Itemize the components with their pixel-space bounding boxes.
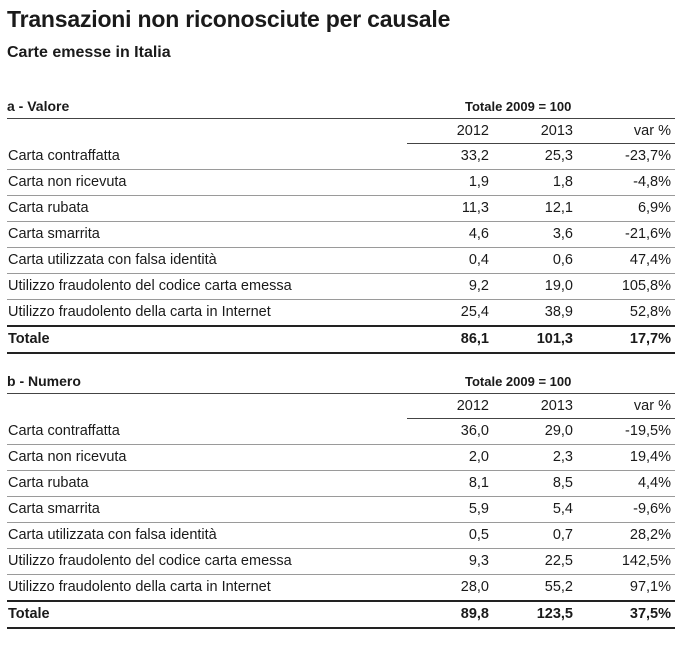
- column-header-2012: 2012: [407, 119, 489, 144]
- value-var: 105,8%: [583, 274, 675, 300]
- value-var: 19,4%: [583, 445, 675, 471]
- row-label: Carta rubata: [7, 471, 407, 497]
- value-var: 28,2%: [583, 523, 675, 549]
- value-2013: 2,3: [489, 445, 583, 471]
- table-row: [7, 144, 675, 170]
- total-row: [7, 326, 675, 353]
- table-row: [7, 196, 675, 222]
- table-row: [7, 222, 675, 248]
- value-2012: 25,4: [407, 300, 489, 327]
- column-header-2013: 2013: [489, 394, 583, 419]
- table-numero: [7, 394, 675, 629]
- value-2013: 38,9: [489, 300, 583, 327]
- value-2012: 9,2: [407, 274, 489, 300]
- value-var: 142,5%: [583, 549, 675, 575]
- value-2012: 9,3: [407, 549, 489, 575]
- value-2012: 28,0: [407, 575, 489, 602]
- table-row: [7, 523, 675, 549]
- row-label: Carta smarrita: [7, 497, 407, 523]
- section-header: [7, 373, 675, 394]
- value-2013: 22,5: [489, 549, 583, 575]
- table-row: [7, 419, 675, 445]
- value-2012: 0,4: [407, 248, 489, 274]
- row-label: Utilizzo fraudolento del codice carta emessa: [7, 274, 407, 300]
- value-var: -21,6%: [583, 222, 675, 248]
- total-2013: 123,5: [489, 601, 583, 628]
- total-label: Totale: [7, 601, 407, 628]
- section-label: a - Valore: [7, 98, 70, 114]
- value-2013: 3,6: [489, 222, 583, 248]
- value-var: 6,9%: [583, 196, 675, 222]
- total-label: Totale: [7, 326, 407, 353]
- value-2013: 12,1: [489, 196, 583, 222]
- value-2013: 8,5: [489, 471, 583, 497]
- value-var: -4,8%: [583, 170, 675, 196]
- section-base-note: Totale 2009 = 100: [465, 99, 572, 114]
- table-header-row: [7, 394, 675, 419]
- table-row: [7, 497, 675, 523]
- value-2012: 4,6: [407, 222, 489, 248]
- column-header-var: var %: [583, 119, 675, 144]
- table-row: [7, 274, 675, 300]
- row-label: Carta rubata: [7, 196, 407, 222]
- row-label: Carta smarrita: [7, 222, 407, 248]
- section-label: b - Numero: [7, 373, 81, 389]
- row-label: Carta contraffatta: [7, 144, 407, 170]
- total-2013: 101,3: [489, 326, 583, 353]
- page-subtitle: Carte emesse in Italia: [7, 44, 171, 61]
- value-2012: 0,5: [407, 523, 489, 549]
- row-label: Carta contraffatta: [7, 419, 407, 445]
- value-var: 52,8%: [583, 300, 675, 327]
- table-row: [7, 300, 675, 327]
- value-2013: 5,4: [489, 497, 583, 523]
- table-row: [7, 170, 675, 196]
- value-2013: 25,3: [489, 144, 583, 170]
- value-2012: 5,9: [407, 497, 489, 523]
- value-2013: 29,0: [489, 419, 583, 445]
- total-row: [7, 601, 675, 628]
- value-var: -19,5%: [583, 419, 675, 445]
- header-blank: [7, 119, 407, 144]
- value-var: 97,1%: [583, 575, 675, 602]
- value-var: 4,4%: [583, 471, 675, 497]
- value-2013: 0,7: [489, 523, 583, 549]
- value-2012: 1,9: [407, 170, 489, 196]
- total-2012: 89,8: [407, 601, 489, 628]
- table-row: [7, 248, 675, 274]
- row-label: Carta utilizzata con falsa identità: [7, 248, 407, 274]
- table-valore: [7, 119, 675, 354]
- row-label: Carta non ricevuta: [7, 170, 407, 196]
- value-2012: 36,0: [407, 419, 489, 445]
- column-header-var: var %: [583, 394, 675, 419]
- total-var: 17,7%: [583, 326, 675, 353]
- value-2013: 1,8: [489, 170, 583, 196]
- table-row: [7, 575, 675, 602]
- total-var: 37,5%: [583, 601, 675, 628]
- row-label: Utilizzo fraudolento della carta in Internet: [7, 300, 407, 327]
- value-var: -9,6%: [583, 497, 675, 523]
- row-label: Utilizzo fraudolento del codice carta emessa: [7, 549, 407, 575]
- value-2013: 19,0: [489, 274, 583, 300]
- table-row: [7, 549, 675, 575]
- row-label: Utilizzo fraudolento della carta in Internet: [7, 575, 407, 602]
- section-base-note: Totale 2009 = 100: [465, 374, 572, 389]
- value-2012: 2,0: [407, 445, 489, 471]
- total-2012: 86,1: [407, 326, 489, 353]
- page-title: Transazioni non riconosciute per causale: [7, 6, 451, 32]
- section-header: [7, 98, 675, 119]
- row-label: Carta utilizzata con falsa identità: [7, 523, 407, 549]
- value-2013: 55,2: [489, 575, 583, 602]
- value-2012: 11,3: [407, 196, 489, 222]
- column-header-2012: 2012: [407, 394, 489, 419]
- table-row: [7, 445, 675, 471]
- table-row: [7, 471, 675, 497]
- value-var: 47,4%: [583, 248, 675, 274]
- table-header-row: [7, 119, 675, 144]
- value-2013: 0,6: [489, 248, 583, 274]
- value-var: -23,7%: [583, 144, 675, 170]
- section-valore: [7, 98, 675, 354]
- header-blank: [7, 394, 407, 419]
- column-header-2013: 2013: [489, 119, 583, 144]
- value-2012: 8,1: [407, 471, 489, 497]
- row-label: Carta non ricevuta: [7, 445, 407, 471]
- section-numero: [7, 373, 675, 629]
- value-2012: 33,2: [407, 144, 489, 170]
